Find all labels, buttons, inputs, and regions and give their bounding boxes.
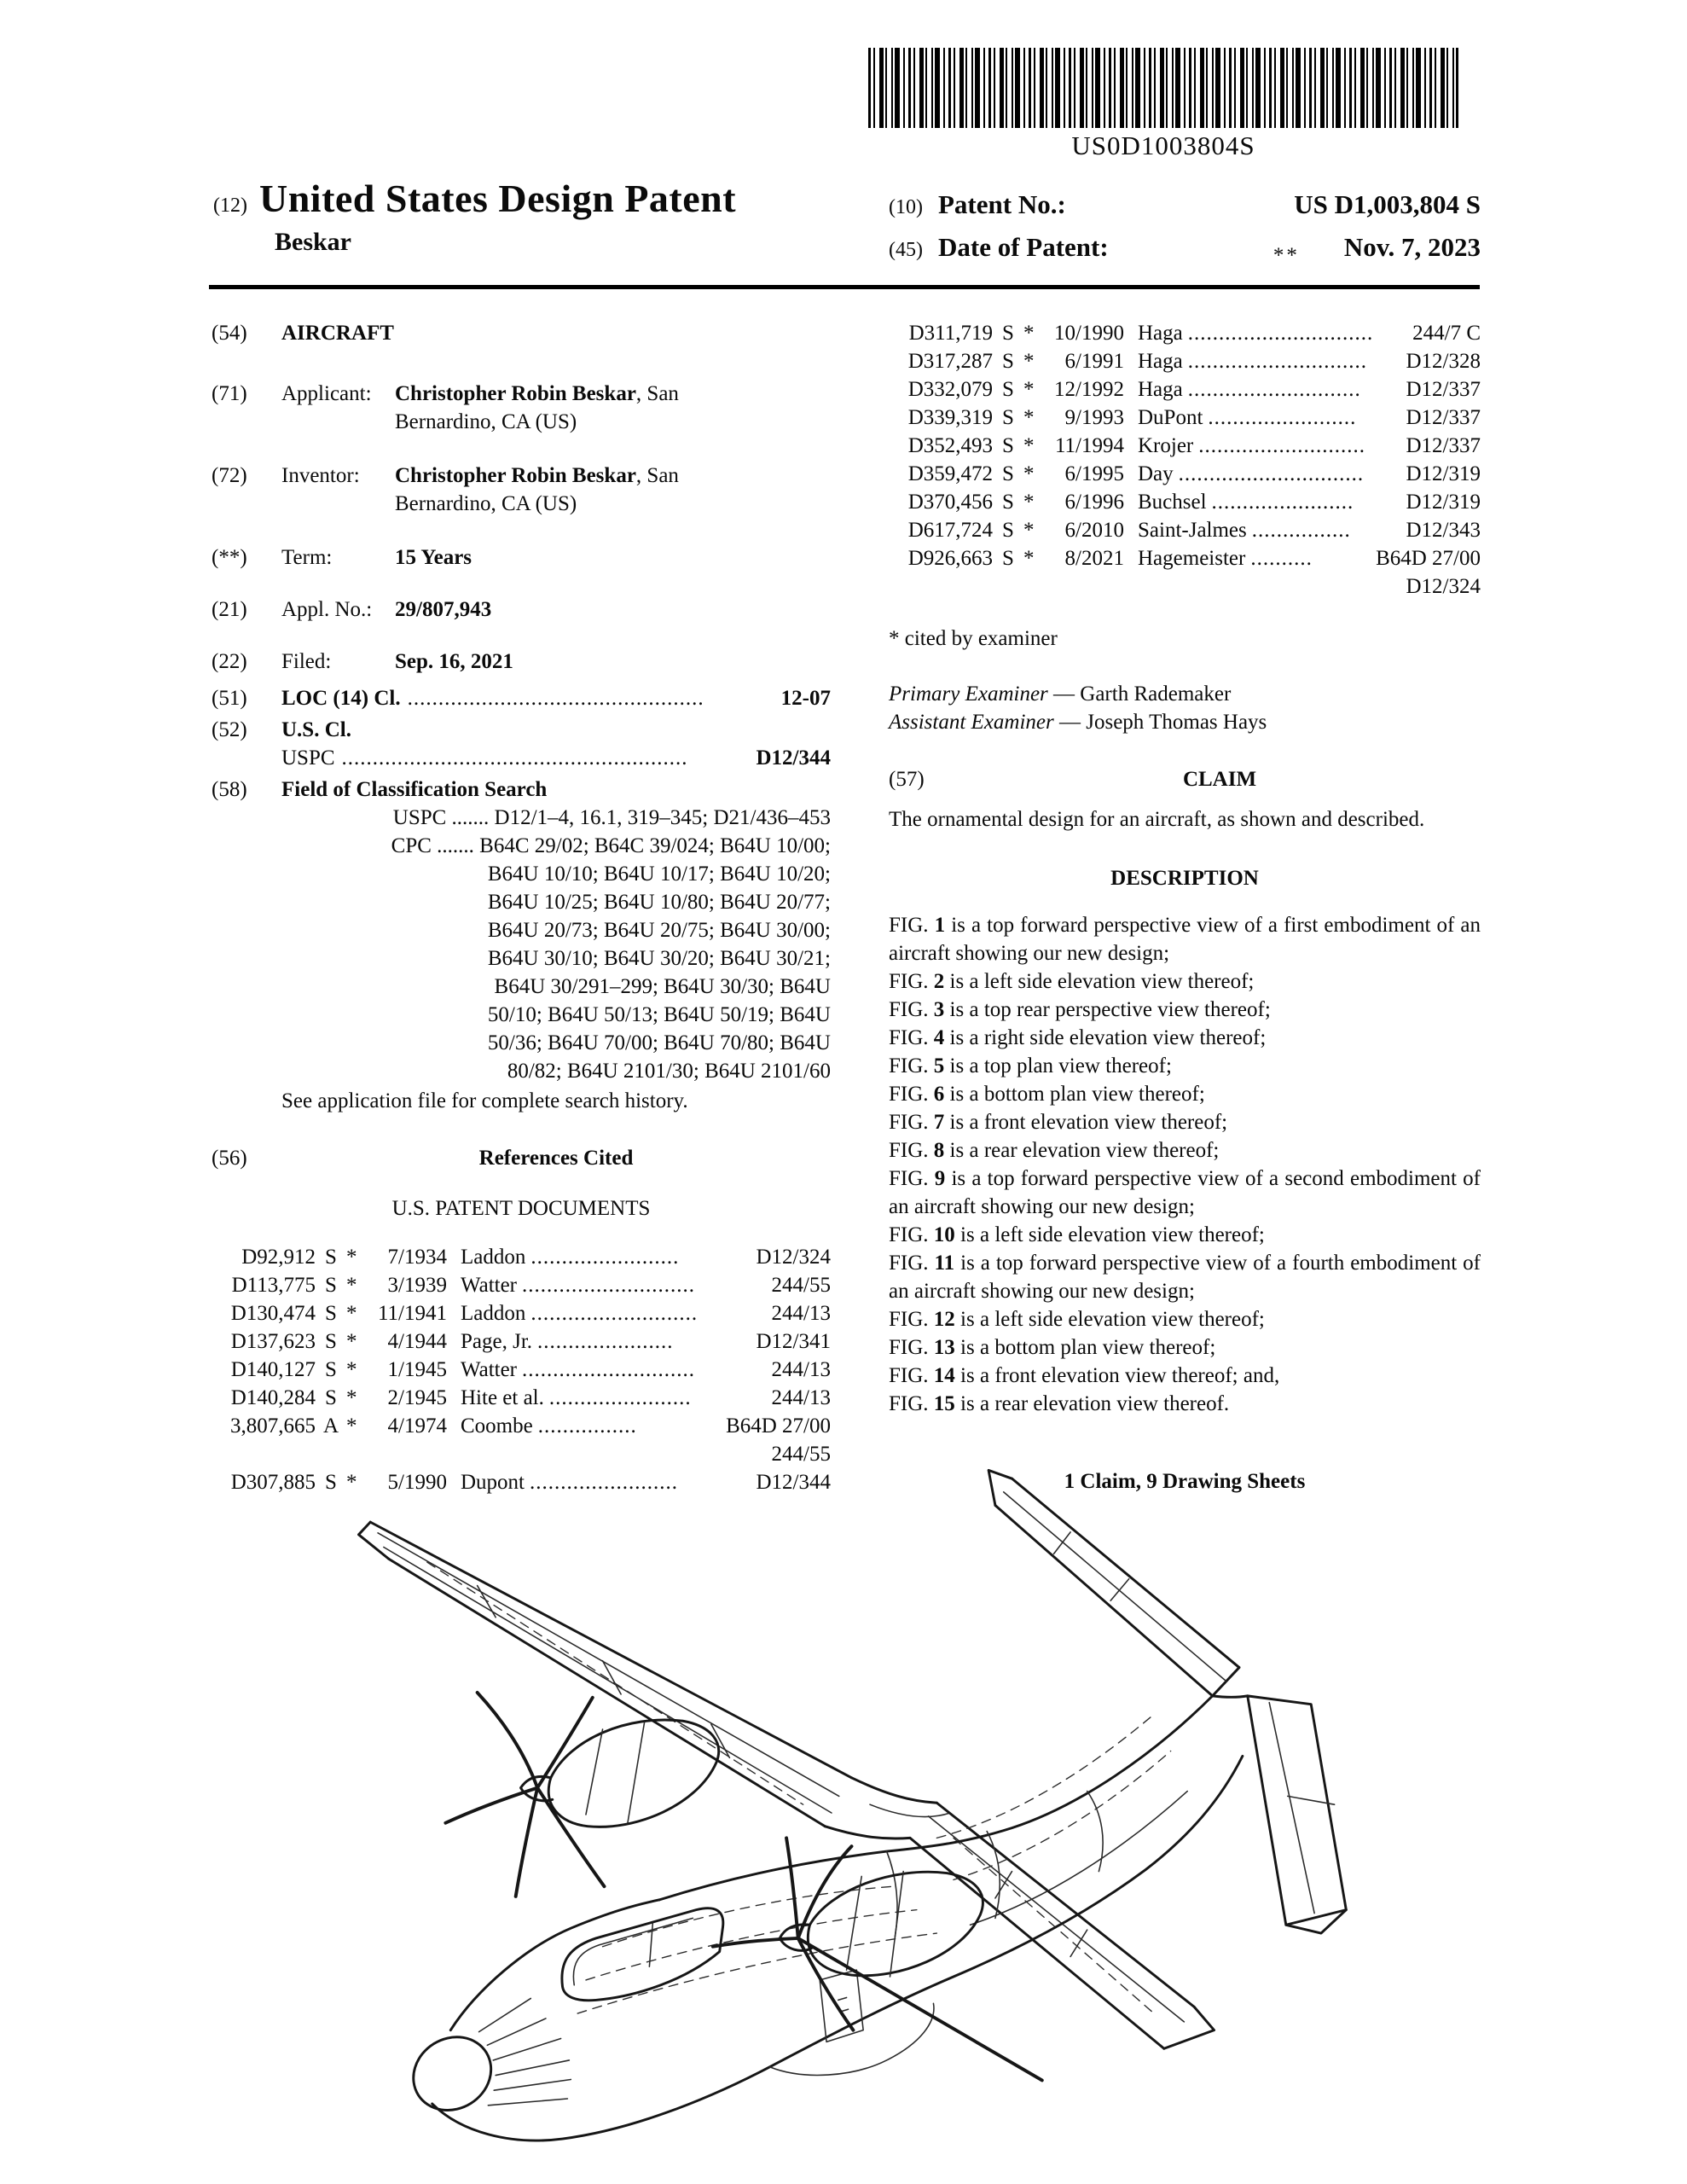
inventor-label: Inventor: <box>281 464 360 487</box>
section-code: (54) <box>212 322 247 345</box>
inventor-surname: Beskar <box>275 228 351 256</box>
aircraft-line-drawing <box>341 1445 1399 2181</box>
section-code: (52) <box>212 718 247 741</box>
dot-leader: ................................................ <box>407 687 704 710</box>
barcode-text: US0D1003804S <box>1071 131 1255 160</box>
section-title <box>212 319 831 347</box>
section-appl-no <box>212 595 831 624</box>
term-value: 15 Years <box>395 546 472 569</box>
fig-description: FIG. 10 is a left side elevation view thereof; <box>889 1223 1265 1246</box>
fig-description: FIG. 7 is a front elevation view thereof; <box>889 1111 1228 1134</box>
section-code: (22) <box>212 650 247 673</box>
header-rule <box>209 285 1480 289</box>
table-row: D352,493 S * 11/1994 Krojer ........................... D12/337 <box>907 434 1481 457</box>
table-row: D113,775 S * 3/1939 Watter ............................ 244/55 <box>231 1274 831 1297</box>
page-title: United States Design Patent <box>258 177 737 220</box>
uspc-value: D12/344 <box>756 746 831 770</box>
claim-title: CLAIM <box>1182 768 1257 791</box>
table-row: D307,885 S * 5/1990 Dupont ........................ D12/344 <box>230 1471 831 1494</box>
right-column <box>889 319 1481 1496</box>
section-code: (72) <box>212 464 247 487</box>
section-loc-class <box>212 684 831 712</box>
nose-cone <box>400 2023 505 2125</box>
fig-description: FIG. 6 is a bottom plan view thereof; <box>889 1083 1205 1106</box>
appl-label: Appl. No.: <box>281 598 373 621</box>
table-row: D332,079 S * 12/1992 Haga ............................ D12/337 <box>907 378 1481 401</box>
field-cpc-line: 50/10; B64U 50/13; B64U 50/19; B64U <box>487 1003 831 1026</box>
fig-description: FIG. 1 is a top forward perspective view of a first embodiment of an aircraft showing our new design; <box>889 914 1481 965</box>
section-code: (71) <box>212 382 247 405</box>
table-row: D140,127 S * 1/1945 Watter ............................ 244/13 <box>230 1358 831 1381</box>
uscl-label: U.S. Cl. <box>281 718 351 741</box>
references-table-right <box>889 319 1481 601</box>
table-row: D140,284 S * 2/1945 Hite et al. ....................... 244/13 <box>230 1386 831 1409</box>
section-references <box>212 1144 831 1172</box>
patent-no-code: (10) <box>889 196 923 218</box>
table-row: D311,719 S * 10/1990 Haga .............................. 244/7 C <box>908 322 1481 345</box>
side-door <box>820 1970 863 2042</box>
fig-description: FIG. 5 is a top plan view thereof; <box>889 1054 1172 1077</box>
fig-description: FIG. 4 is a right side elevation view thereof; <box>889 1026 1267 1049</box>
fig-description: FIG. 12 is a left side elevation view thereof; <box>889 1308 1265 1331</box>
fig-description: FIG. 11 is a top forward perspective view of a fourth embodiment of an aircraft showing our new design; <box>889 1252 1481 1303</box>
right-wing <box>910 1803 1215 2048</box>
assistant-examiner-line: Assistant Examiner — Joseph Thomas Hays <box>889 711 1267 734</box>
loc-value: 12-07 <box>780 687 831 710</box>
field-cpc-line: 50/36; B64U 70/00; B64U 70/80; B64U <box>487 1031 831 1054</box>
section-code: (21) <box>212 598 247 621</box>
cited-by-examiner-note: * cited by examiner <box>889 627 1058 650</box>
appl-value: 29/807,943 <box>395 598 492 621</box>
filed-label: Filed: <box>281 650 332 673</box>
table-row: D926,663 S * 8/2021 Hagemeister .......... B64D 27/00 <box>907 547 1481 570</box>
header-left <box>213 176 861 257</box>
fuselage <box>400 1668 1243 2140</box>
barcode-block <box>868 48 1458 161</box>
fig-description: FIG. 15 is a rear elevation view thereof. <box>889 1392 1230 1415</box>
left-wing <box>359 1522 852 1827</box>
table-row: D130,474 S * 11/1941 Laddon ........................... 244/13 <box>230 1302 831 1325</box>
field-cpc-line: B64U 30/10; B64U 30/20; B64U 30/21; <box>487 947 831 970</box>
filed-value: Sep. 16, 2021 <box>395 650 513 673</box>
fig-description: FIG. 13 is a bottom plan view thereof; <box>889 1336 1216 1359</box>
references-subtitle: U.S. PATENT DOCUMENTS <box>391 1197 651 1220</box>
primary-examiner-line: Primary Examiner — Garth Rademaker <box>889 682 1232 706</box>
section-inventor <box>212 462 831 518</box>
section-code: (51) <box>212 687 247 710</box>
field-cpc-line: B64U 10/25; B64U 10/80; B64U 20/77; <box>487 891 831 914</box>
invention-title: AIRCRAFT <box>281 322 394 345</box>
field-cpc-line: CPC ....... B64C 29/02; B64C 39/024; B64U 10/00; <box>391 834 831 857</box>
section-term <box>212 543 831 572</box>
table-row: D617,724 S * 6/2010 Saint-Jalmes ................ D12/343 <box>907 519 1481 542</box>
tail-right-fin <box>1213 1696 1347 1933</box>
field-uspc-line: USPC ....... D12/1–4, 16.1, 319–345; D21/436–453 <box>392 806 831 829</box>
section-applicant <box>212 380 831 436</box>
field-cpc-line: B64U 10/10; B64U 10/17; B64U 10/20; <box>487 863 831 886</box>
date-value: Nov. 7, 2023 <box>1343 232 1481 262</box>
term-label: Term: <box>281 546 333 569</box>
table-row: D92,912 S * 7/1934 Laddon ........................ D12/324 <box>241 1246 831 1269</box>
field-cpc-line: B64U 20/73; B64U 20/75; B64U 30/00; <box>487 919 831 942</box>
field-title: Field of Classification Search <box>281 778 548 801</box>
inventor-value: Christopher Robin Beskar, San Bernardino, CA (US) <box>395 464 679 515</box>
patent-no-label: Patent No.: <box>938 189 1066 219</box>
section-code: (56) <box>212 1147 247 1170</box>
term-asterisks: ** <box>1272 244 1300 267</box>
section-us-class <box>212 716 831 772</box>
table-row: D12/324 <box>1406 575 1481 598</box>
tail-upper-panel <box>988 1470 1239 1695</box>
table-row: D317,287 S * 6/1991 Haga ............................. D12/328 <box>907 350 1481 373</box>
applicant-value: Christopher Robin Beskar, San Bernardino, CA (US) <box>395 382 679 433</box>
section-code: (**) <box>212 546 247 569</box>
wing-center-section <box>825 1778 950 1838</box>
patent-no-value: US D1,003,804 S <box>1294 189 1481 219</box>
table-row: 244/55 <box>771 1443 831 1466</box>
fig-description: FIG. 14 is a front elevation view thereof; and, <box>889 1364 1280 1387</box>
fig-description: FIG. 3 is a top rear perspective view thereof; <box>889 998 1271 1021</box>
uspc-label: USPC <box>281 746 335 770</box>
field-note: See application file for complete search history. <box>281 1089 688 1112</box>
section-code: (58) <box>212 778 247 801</box>
fig-description: FIG. 2 is a left side elevation view thereof; <box>889 970 1255 993</box>
section-field-of-search <box>212 775 831 1115</box>
claim-text: The ornamental design for an aircraft, as shown and described. <box>889 808 1425 831</box>
date-label: Date of Patent: <box>938 232 1109 262</box>
date-code: (45) <box>889 239 923 261</box>
fig-description: FIG. 8 is a rear elevation view thereof; <box>889 1139 1220 1162</box>
examiner-block <box>889 680 1481 736</box>
applicant-label: Applicant: <box>281 382 372 405</box>
fig-description: FIG. 9 is a top forward perspective view of a second embodiment of an aircraft showing our new design; <box>889 1167 1481 1218</box>
table-row: D370,456 S * 6/1996 Buchsel ....................... D12/319 <box>907 491 1481 514</box>
patent-date-row <box>889 232 1481 267</box>
table-row: 3,807,665 A * 4/1974 Coombe ................ B64D 27/00 <box>230 1414 831 1438</box>
barcode-image <box>868 48 1458 128</box>
section-code: (57) <box>889 768 925 791</box>
table-row: D339,319 S * 9/1993 DuPont ........................ D12/337 <box>907 406 1481 429</box>
header-right <box>889 189 1481 275</box>
dot-leader: ........................................................ <box>341 746 688 770</box>
description-title: DESCRIPTION <box>1110 867 1259 890</box>
left-engine-nacelle <box>521 1720 719 1827</box>
patent-number-row <box>889 189 1481 220</box>
left-column <box>212 319 831 1496</box>
loc-label: LOC (14) Cl. <box>281 687 401 710</box>
figure-descriptions <box>889 911 1481 1418</box>
section-filed <box>212 648 831 676</box>
field-cpc-line: B64U 30/291–299; B64U 30/30; B64U <box>494 975 831 998</box>
kind-code: (12) <box>213 195 247 217</box>
table-row: D137,623 S * 4/1944 Page, Jr. ...................... D12/341 <box>230 1330 831 1353</box>
table-row: D359,472 S * 6/1995 Day .............................. D12/319 <box>907 462 1481 485</box>
section-claim <box>889 765 1481 793</box>
claims-sheets-line: 1 Claim, 9 Drawing Sheets <box>1064 1470 1306 1493</box>
field-cpc-line: 80/82; B64U 2101/30; B64U 2101/60 <box>507 1060 831 1083</box>
references-title: References Cited <box>478 1147 634 1170</box>
